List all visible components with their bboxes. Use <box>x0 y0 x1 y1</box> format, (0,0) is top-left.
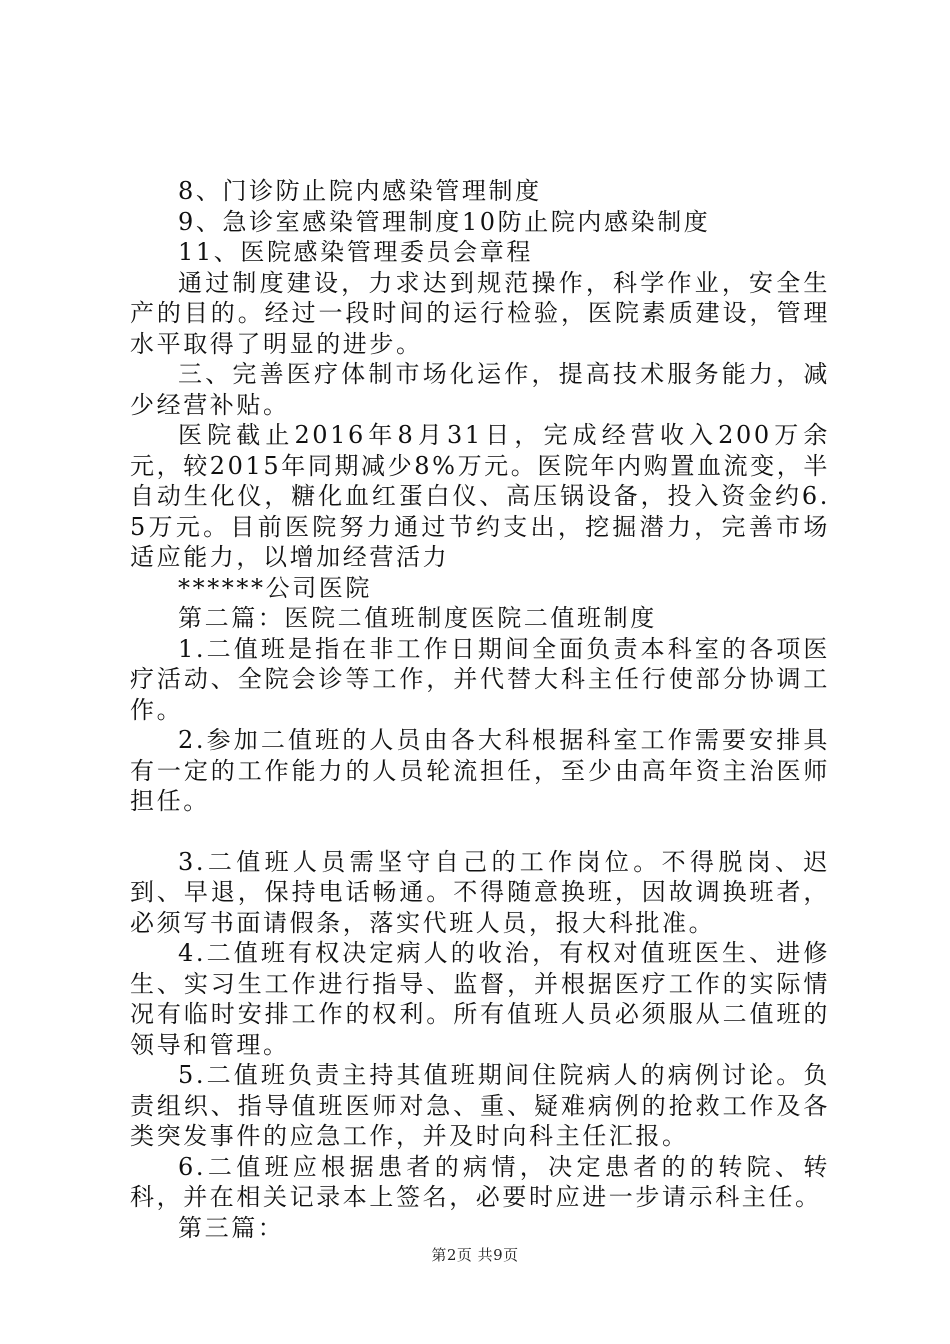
paragraph-item-8: 8、门诊防止院内感染管理制度 <box>178 177 542 205</box>
document-body <box>130 176 830 1243</box>
paragraph-section-three: 三、完善医疗体制市场化运作，提高技术服务能力，减少经营补贴。 <box>130 360 830 419</box>
section-heading-three: 第三篇： <box>178 1213 285 1242</box>
rule-item-5: 5.二值班负责主持其值班期间住院病人的病例讨论。负责组织、指导值班医师对急、重、疑难病例的抢救工作及各类突发事件的应急工作，并及时向科主任汇报。 <box>130 1061 830 1150</box>
paragraph-item-9: 9、急诊室感染管理制度10防止院内感染制度 <box>178 207 711 236</box>
paragraph-system-building: 通过制度建设，力求达到规范操作，科学作业，安全生产的目的。经过一段时间的运行检验，医院素质建设，管理水平取得了明显的进步。 <box>130 268 830 358</box>
rule-item-4: 4.二值班有权决定病人的收治，有权对值班医生、进修生、实习生工作进行指导、监督，并根据医疗工作的实际情况有临时安排工作的权利。所有值班人员必须服从二值班的领导和管理。 <box>130 939 830 1059</box>
paragraph-revenue: 医院截止2016年8月31日，完成经营收入200万余元，较2015年同期减少8%万元。医院年内购置血流变，半自动生化仪，糖化血红蛋白仪、高压锅设备，投入资金约6.5万元。目前医院努力通过节约支出，挖掘潜力，完善市场适应能力，以增加经营活力 <box>130 421 830 571</box>
page-footer: 第2页 共9页 <box>431 1246 519 1264</box>
rule-item-3: 3.二值班人员需坚守自己的工作岗位。不得脱岗、迟到、早退，保持电话畅通。不得随意换班，因故调换班者，必须写书面请假条，落实代班人员，报大科批准。 <box>130 847 830 937</box>
paragraph-item-11: 11、医院感染管理委员会章程 <box>178 238 533 266</box>
rule-item-2: 2.参加二值班的人员由各大科根据科室工作需要安排具有一定的工作能力的人员轮流担任，至少由高年资主治医师担任。 <box>130 726 830 815</box>
section-heading-two: 第二篇：医院二值班制度医院二值班制度 <box>178 604 657 632</box>
company-name: ******公司医院 <box>178 573 372 602</box>
rule-item-1: 1.二值班是指在非工作日期间全面负责本科室的各项医疗活动、全院会诊等工作，并代替大科主任行使部分协调工作。 <box>130 634 830 724</box>
rule-item-6: 6.二值班应根据患者的病情，决定患者的的转院、转科，并在相关记录本上签名，必要时应进一步请示科主任。 <box>130 1152 830 1211</box>
